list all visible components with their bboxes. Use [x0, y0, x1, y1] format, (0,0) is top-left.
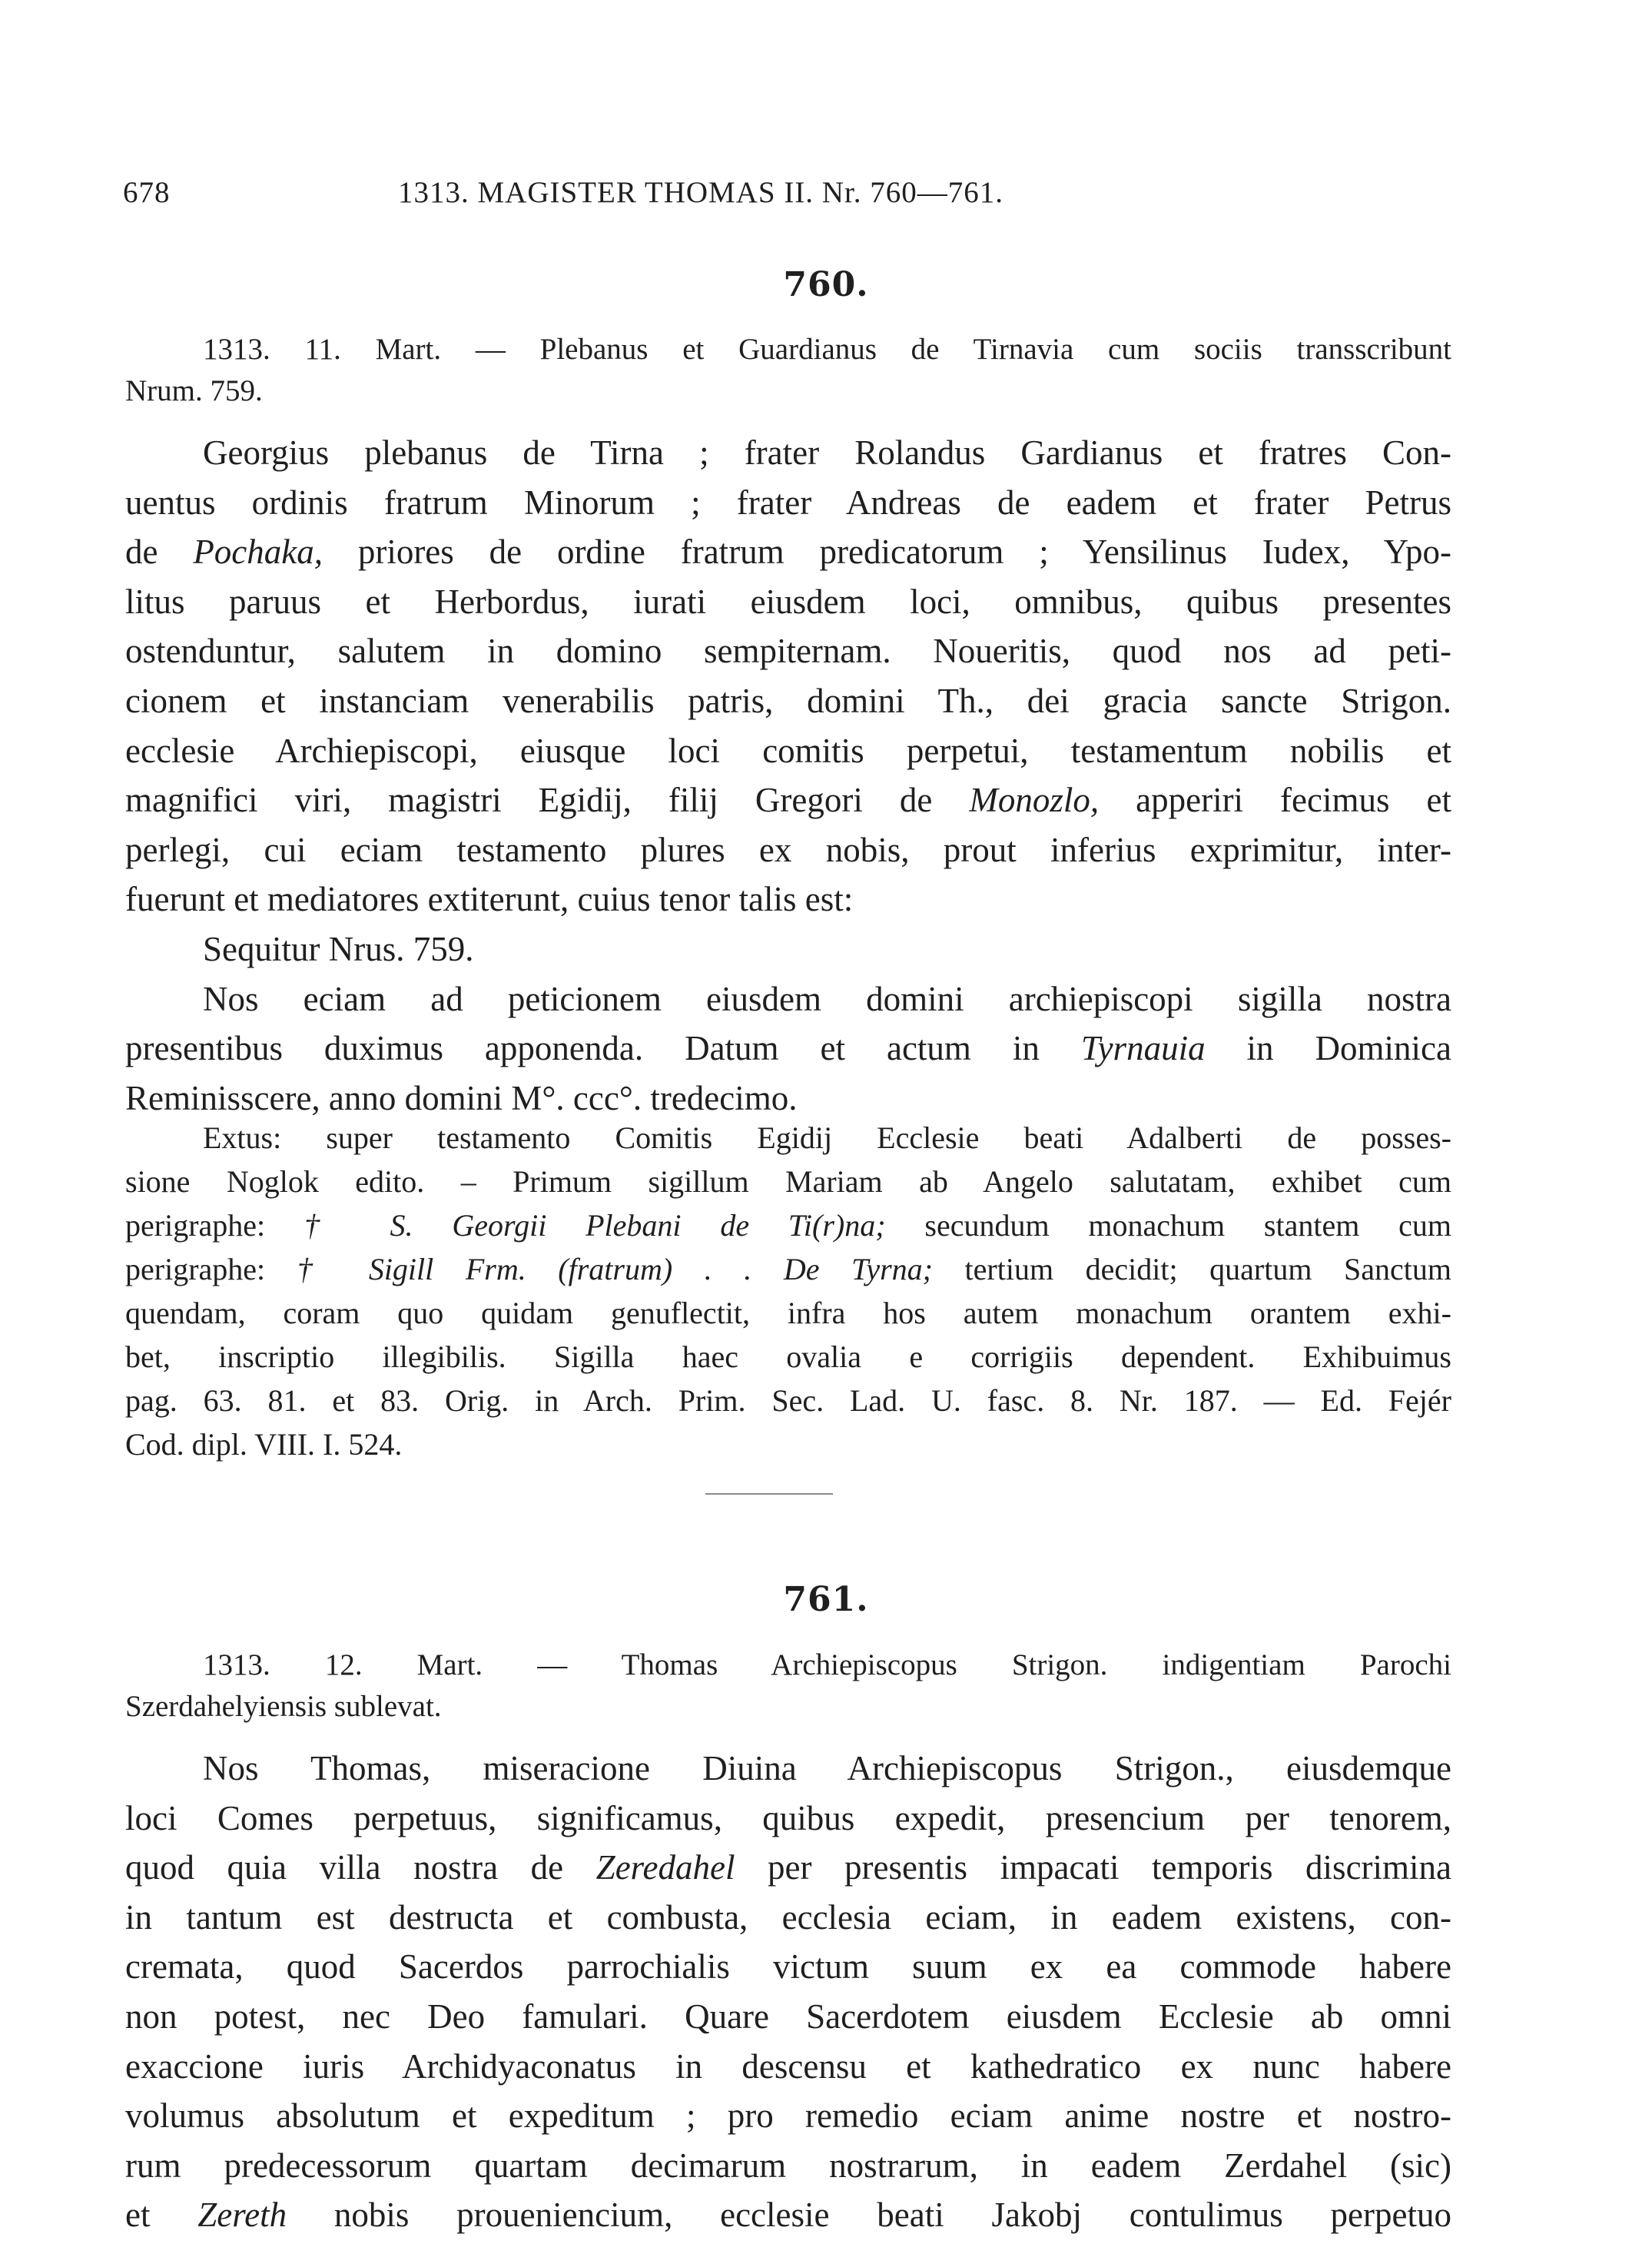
text-line	[125, 577, 1451, 627]
text-segment: volumus absolutum et expeditum ; pro remedio eciam anime nostre et nostro-	[125, 2096, 1451, 2136]
text-line	[125, 2190, 1451, 2240]
text-segment: perigraphe:	[125, 1208, 304, 1243]
summary-line: Szerdahelyiensis sublevat.	[125, 1690, 442, 1723]
text-line	[125, 1024, 1451, 1074]
text-line	[125, 428, 1451, 478]
text-segment: loci Comes perpetuus, significamus, quibus expedit, presencium per tenorem,	[125, 1798, 1451, 1837]
note-line	[125, 1335, 1451, 1379]
text-segment: cionem et instanciam venerabilis patris, domini Th., dei gracia sancte Strigon.	[125, 681, 1451, 720]
text-segment: magnifici viri, magistri Egidij, filij Gregori de	[125, 781, 970, 820]
text-line	[125, 1992, 1451, 2042]
text-segment: bet, inscriptio illegibilis. Sigilla haec ovalia e corrigiis dependent. Exhibuimus	[125, 1339, 1451, 1374]
text-segment: nobis proueniencium, ecclesie beati Jakobj contulimus perpetuo	[287, 2196, 1451, 2235]
text-segment: quod quia villa nostra de	[125, 1848, 596, 1887]
text-line	[125, 924, 1451, 974]
text-line	[125, 626, 1451, 676]
text-segment: Extus: super testamento Comitis Egidij Ecclesie beati Adalberti de posses-	[203, 1120, 1451, 1155]
text-line	[125, 2042, 1451, 2092]
note-line	[125, 1203, 1451, 1247]
text-segment: Nos Thomas, miseracione Diuina Archiepiscopus Strigon., eiusdemque	[203, 1749, 1451, 1787]
text-segment: litus paruus et Herbordus, iurati eiusdem loci, omnibus, quibus presentes	[125, 582, 1451, 621]
document-761-text	[125, 1744, 1451, 2240]
text-segment: sione Noglok edito. – Primum sigillum Mariam ab Angelo salutatam, exhibet cum	[125, 1164, 1451, 1199]
text-line	[125, 875, 1451, 924]
text-segment: in Dominica	[1205, 1029, 1451, 1068]
text-segment: Nos eciam ad peticionem eiusdem domini archiepiscopi sigilla nostra	[203, 979, 1451, 1018]
text-line	[125, 775, 1451, 825]
italic-segment: Zeredahel	[595, 1848, 735, 1887]
text-line	[125, 1843, 1451, 1893]
running-header	[123, 175, 1583, 221]
note-line	[125, 1291, 1451, 1335]
text-segment: fuerunt et mediatores extiterunt, cuius tenor talis est:	[125, 880, 854, 919]
section-divider	[705, 1493, 833, 1495]
text-segment: et	[125, 2196, 198, 2235]
text-segment: perlegi, cui eciam testamento plures ex nobis, prout inferius exprimitur, inter-	[125, 830, 1451, 869]
text-line	[125, 478, 1451, 528]
text-segment: ecclesie Archiepiscopi, eiusque loci comitis perpetui, testamentum nobilis et	[125, 731, 1451, 770]
text-segment: tertium decidit; quartum Sanctum	[932, 1252, 1451, 1286]
note-line	[125, 1247, 1451, 1291]
document-number-760: 760.	[783, 265, 869, 304]
text-line	[125, 1942, 1451, 1992]
summary-line: 1313. 12. Mart. — Thomas Archiepiscopus Strigon. indigentiam Parochi	[203, 1648, 1451, 1681]
text-segment: de	[125, 533, 194, 572]
document-760-note	[125, 1116, 1451, 1466]
summary-line: Nrum. 759.	[125, 374, 263, 407]
italic-segment: Pochaka,	[193, 533, 323, 572]
text-line	[125, 1893, 1451, 1943]
text-segment: apperiri fecimus et	[1099, 781, 1451, 820]
note-line	[125, 1116, 1451, 1160]
text-line	[125, 726, 1451, 776]
text-segment: Reminisscere, anno domini M°. ccc°. tredecimo.	[125, 1078, 798, 1117]
text-segment: ostenduntur, salutem in domino sempiternam. Noueritis, quod nos ad peti-	[125, 632, 1451, 671]
text-segment: cremata, quod Sacerdos parrochialis victum suum ex ea commode habere	[125, 1947, 1451, 1987]
page-number: 678	[123, 176, 171, 209]
text-line	[125, 527, 1451, 577]
italic-segment: † Sigill Frm. (fratrum) . . De Tyrna;	[297, 1252, 933, 1286]
document-760-text	[125, 428, 1451, 1123]
text-segment: Cod. dipl. VIII. I. 524.	[125, 1427, 403, 1462]
document-number-761: 761.	[783, 1580, 869, 1619]
text-line	[125, 825, 1451, 875]
text-segment: uentus ordinis fratrum Minorum ; frater Andreas de eadem et frater Petrus	[125, 483, 1451, 522]
text-segment: presentibus duximus apponenda. Datum et actum in	[125, 1029, 1081, 1068]
text-line	[125, 2091, 1451, 2141]
text-segment: non potest, nec Deo famulari. Quare Sacerdotem eiusdem Ecclesie ab omni	[125, 1996, 1451, 2036]
text-line	[125, 676, 1451, 726]
text-segment: Georgius plebanus de Tirna ; frater Rolandus Gardianus et fratres Con-	[203, 433, 1451, 472]
italic-segment: Zereth	[197, 2196, 287, 2235]
text-segment: in tantum est destructa et combusta, ecclesia eciam, in eadem existens, con-	[125, 1897, 1451, 1937]
note-line	[125, 1422, 1451, 1466]
text-segment: secundum monachum stantem cum	[885, 1208, 1452, 1243]
text-line	[125, 1744, 1451, 1794]
summary-line: 1313. 11. Mart. — Plebanus et Guardianus de Tirnavia cum sociis transscribunt	[203, 333, 1451, 366]
text-segment: priores de ordine fratrum predicatorum ; Yensilinus Iudex, Ypo-	[323, 533, 1451, 572]
text-segment: quendam, coram quo quidam genuflectit, infra hos autem monachum orantem exhi-	[125, 1296, 1451, 1330]
italic-segment: Tyrnauia	[1080, 1029, 1206, 1068]
text-line	[125, 1794, 1451, 1844]
text-segment: perigraphe:	[125, 1252, 297, 1286]
text-segment: exaccione iuris Archidyaconatus in descensu et kathedratico ex nunc habere	[125, 2046, 1451, 2086]
text-segment: Sequitur Nrus. 759.	[203, 929, 474, 968]
italic-segment: † S. Georgii Plebani de Ti(r)na;	[304, 1208, 886, 1243]
text-segment: per presentis impacati temporis discrimina	[735, 1848, 1452, 1887]
text-segment: pag. 63. 81. et 83. Orig. in Arch. Prim. Sec. Lad. U. fasc. 8. Nr. 187. — Ed. Fejér	[125, 1383, 1451, 1418]
running-title: 1313. MAGISTER THOMAS II. Nr. 760—761.	[398, 176, 1004, 209]
note-line	[125, 1379, 1451, 1422]
text-line	[125, 2141, 1451, 2191]
note-line	[125, 1160, 1451, 1203]
text-line	[125, 974, 1451, 1024]
text-segment: rum predecessorum quartam decimarum nostrarum, in eadem Zerdahel (sic)	[125, 2146, 1451, 2185]
document-761-summary	[125, 1645, 1451, 1728]
document-760-summary	[125, 329, 1451, 412]
italic-segment: Monozlo,	[969, 781, 1100, 820]
